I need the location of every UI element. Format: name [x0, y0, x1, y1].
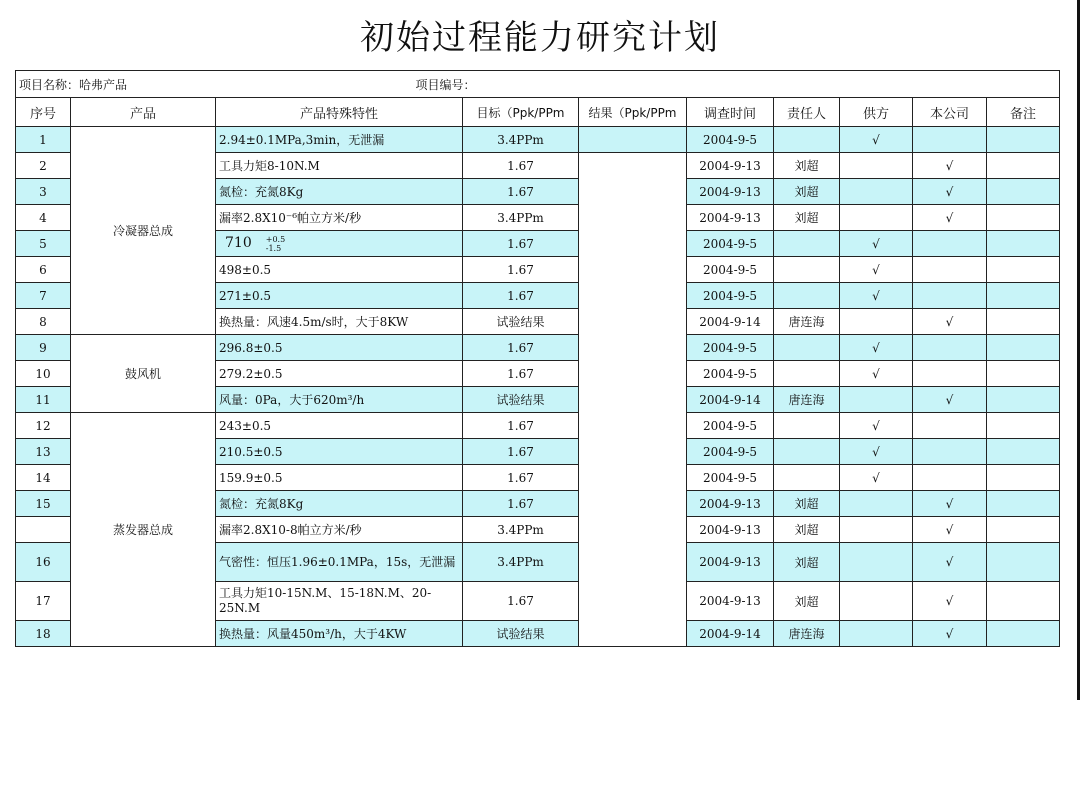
product-group: 冷凝器总成	[71, 127, 216, 335]
responsible-person	[774, 257, 840, 283]
row-number: 1	[16, 127, 71, 153]
responsible-person	[774, 127, 840, 153]
responsible-person	[774, 335, 840, 361]
target-value: 1.67	[463, 439, 579, 465]
survey-date: 2004-9-13	[687, 205, 774, 231]
spec-upper-tolerance: +0.5	[265, 234, 286, 244]
col-header: 供方	[840, 98, 913, 127]
spec-base: 710	[225, 235, 252, 251]
special-characteristic: 279.2±0.5	[216, 361, 463, 387]
supplier-check	[840, 179, 913, 205]
remark	[987, 335, 1060, 361]
supplier-check: √	[840, 335, 913, 361]
special-characteristic	[216, 231, 463, 257]
supplier-check	[840, 387, 913, 413]
responsible-person: 刘超	[774, 179, 840, 205]
company-check: √	[913, 153, 987, 179]
survey-date: 2004-9-14	[687, 309, 774, 335]
col-header: 备注	[987, 98, 1060, 127]
supplier-check	[840, 205, 913, 231]
responsible-person: 唐连海	[774, 387, 840, 413]
remark	[987, 621, 1060, 647]
responsible-person: 刘超	[774, 205, 840, 231]
company-check: √	[913, 517, 987, 543]
target-value: 1.67	[463, 491, 579, 517]
target-value: 1.67	[463, 465, 579, 491]
col-header: 责任人	[774, 98, 840, 127]
target-value: 3.4PPm	[463, 205, 579, 231]
supplier-check: √	[840, 361, 913, 387]
special-characteristic: 换热量：风速4.5m/s时，大于8KW	[216, 309, 463, 335]
remark	[987, 387, 1060, 413]
responsible-person: 唐连海	[774, 309, 840, 335]
responsible-person	[774, 231, 840, 257]
row-number: 12	[16, 413, 71, 439]
remark	[987, 582, 1060, 621]
plan-table	[15, 70, 1060, 647]
survey-date: 2004-9-5	[687, 231, 774, 257]
company-check	[913, 335, 987, 361]
remark	[987, 153, 1060, 179]
company-check	[913, 413, 987, 439]
target-value: 1.67	[463, 582, 579, 621]
target-value: 试验结果	[463, 387, 579, 413]
row-number: 18	[16, 621, 71, 647]
row-number: 14	[16, 465, 71, 491]
target-value: 3.4PPm	[463, 543, 579, 582]
remark	[987, 283, 1060, 309]
supplier-check	[840, 543, 913, 582]
special-characteristic: 换热量：风量450m³/h，大于4KW	[216, 621, 463, 647]
target-value: 3.4PPm	[463, 127, 579, 153]
row-number: 10	[16, 361, 71, 387]
special-characteristic: 漏率2.8X10⁻⁶帕立方米/秒	[216, 205, 463, 231]
supplier-check: √	[840, 439, 913, 465]
company-check	[913, 439, 987, 465]
col-header: 本公司	[913, 98, 987, 127]
supplier-check: √	[840, 413, 913, 439]
target-value: 1.67	[463, 335, 579, 361]
survey-date: 2004-9-5	[687, 413, 774, 439]
responsible-person: 刘超	[774, 543, 840, 582]
project-no-cell	[415, 71, 1060, 98]
survey-date: 2004-9-5	[687, 465, 774, 491]
remark	[987, 309, 1060, 335]
company-check: √	[913, 309, 987, 335]
table-row	[16, 413, 1060, 439]
table-row	[16, 335, 1060, 361]
target-value: 试验结果	[463, 309, 579, 335]
remark	[987, 413, 1060, 439]
page-title: 初始过程能力研究计划	[360, 18, 720, 58]
remark	[987, 127, 1060, 153]
row-number: 17	[16, 582, 71, 621]
company-check	[913, 257, 987, 283]
supplier-check	[840, 309, 913, 335]
remark	[987, 517, 1060, 543]
target-value: 1.67	[463, 283, 579, 309]
col-header: 调查时间	[687, 98, 774, 127]
header-row	[16, 98, 1060, 127]
target-value: 1.67	[463, 153, 579, 179]
project-name-cell	[16, 71, 216, 98]
responsible-person	[774, 413, 840, 439]
special-characteristic: 工具力矩10-15N.M、15-18N.M、20-25N.M	[216, 582, 463, 621]
supplier-check: √	[840, 257, 913, 283]
remark	[987, 231, 1060, 257]
company-check: √	[913, 582, 987, 621]
survey-date: 2004-9-13	[687, 582, 774, 621]
responsible-person	[774, 439, 840, 465]
col-header: 序号	[16, 98, 71, 127]
responsible-person	[774, 465, 840, 491]
survey-date: 2004-9-14	[687, 387, 774, 413]
supplier-check: √	[840, 231, 913, 257]
survey-date: 2004-9-13	[687, 179, 774, 205]
product-group: 鼓风机	[71, 335, 216, 413]
supplier-check: √	[840, 465, 913, 491]
special-characteristic: 2.94±0.1MPa,3min，无泄漏	[216, 127, 463, 153]
special-characteristic: 风量：0Pa，大于620m³/h	[216, 387, 463, 413]
special-characteristic: 工具力矩8-10N.M	[216, 153, 463, 179]
row-number: 8	[16, 309, 71, 335]
row-number: 16	[16, 543, 71, 582]
company-check	[913, 283, 987, 309]
remark	[987, 361, 1060, 387]
supplier-check: √	[840, 127, 913, 153]
survey-date: 2004-9-5	[687, 127, 774, 153]
remark	[987, 465, 1060, 491]
special-characteristic: 271±0.5	[216, 283, 463, 309]
company-check	[913, 361, 987, 387]
target-value: 1.67	[463, 179, 579, 205]
survey-date: 2004-9-13	[687, 517, 774, 543]
company-check	[913, 231, 987, 257]
target-value: 1.67	[463, 231, 579, 257]
table-row	[16, 127, 1060, 153]
row-number: 13	[16, 439, 71, 465]
remark	[987, 205, 1060, 231]
plan-sheet	[15, 70, 1059, 647]
product-group: 蒸发器总成	[71, 413, 216, 647]
supplier-check	[840, 582, 913, 621]
row-number: 6	[16, 257, 71, 283]
row-number	[16, 517, 71, 543]
target-value: 1.67	[463, 361, 579, 387]
row-number: 15	[16, 491, 71, 517]
col-header: 目标（Ppk/PPm	[463, 98, 579, 127]
company-check: √	[913, 543, 987, 582]
survey-date: 2004-9-14	[687, 621, 774, 647]
row-number: 7	[16, 283, 71, 309]
responsible-person: 刘超	[774, 582, 840, 621]
remark	[987, 543, 1060, 582]
survey-date: 2004-9-5	[687, 283, 774, 309]
row-number: 11	[16, 387, 71, 413]
survey-date: 2004-9-5	[687, 361, 774, 387]
supplier-check: √	[840, 283, 913, 309]
special-characteristic: 漏率2.8X10-8帕立方米/秒	[216, 517, 463, 543]
result-value	[579, 153, 687, 647]
survey-date: 2004-9-5	[687, 335, 774, 361]
row-number: 3	[16, 179, 71, 205]
project-no-label: 项目编号：	[415, 77, 476, 92]
supplier-check	[840, 621, 913, 647]
row-number: 2	[16, 153, 71, 179]
project-info-row	[16, 71, 1060, 98]
company-check: √	[913, 205, 987, 231]
col-header: 结果（Ppk/PPm	[579, 98, 687, 127]
spec-lower-tolerance: -1.5	[265, 243, 282, 253]
company-check	[913, 465, 987, 491]
col-header: 产品	[71, 98, 216, 127]
supplier-check	[840, 153, 913, 179]
survey-date: 2004-9-13	[687, 153, 774, 179]
target-value: 1.67	[463, 257, 579, 283]
company-check: √	[913, 179, 987, 205]
company-check	[913, 127, 987, 153]
row-number: 4	[16, 205, 71, 231]
company-check: √	[913, 387, 987, 413]
special-characteristic: 243±0.5	[216, 413, 463, 439]
responsible-person	[774, 361, 840, 387]
supplier-check	[840, 517, 913, 543]
remark	[987, 257, 1060, 283]
remark	[987, 439, 1060, 465]
project-name: 哈弗产品	[79, 77, 128, 92]
company-check: √	[913, 491, 987, 517]
responsible-person: 刘超	[774, 153, 840, 179]
company-check: √	[913, 621, 987, 647]
special-characteristic: 296.8±0.5	[216, 335, 463, 361]
col-header: 产品特殊特性	[216, 98, 463, 127]
special-characteristic: 498±0.5	[216, 257, 463, 283]
responsible-person	[774, 283, 840, 309]
remark	[987, 491, 1060, 517]
responsible-person: 刘超	[774, 517, 840, 543]
responsible-person: 唐连海	[774, 621, 840, 647]
special-characteristic: 氮检：充氮8Kg	[216, 179, 463, 205]
remark	[987, 179, 1060, 205]
result-value	[579, 127, 687, 153]
supplier-check	[840, 491, 913, 517]
target-value: 3.4PPm	[463, 517, 579, 543]
row-number: 9	[16, 335, 71, 361]
special-characteristic: 159.9±0.5	[216, 465, 463, 491]
special-characteristic: 氮检：充氮8Kg	[216, 491, 463, 517]
row-number: 5	[16, 231, 71, 257]
special-characteristic: 气密性：恒压1.96±0.1MPa，15s，无泄漏	[216, 543, 463, 582]
responsible-person: 刘超	[774, 491, 840, 517]
survey-date: 2004-9-5	[687, 257, 774, 283]
target-value: 试验结果	[463, 621, 579, 647]
survey-date: 2004-9-5	[687, 439, 774, 465]
project-name-label: 项目名称：	[19, 77, 80, 92]
survey-date: 2004-9-13	[687, 543, 774, 582]
target-value: 1.67	[463, 413, 579, 439]
special-characteristic: 210.5±0.5	[216, 439, 463, 465]
survey-date: 2004-9-13	[687, 491, 774, 517]
